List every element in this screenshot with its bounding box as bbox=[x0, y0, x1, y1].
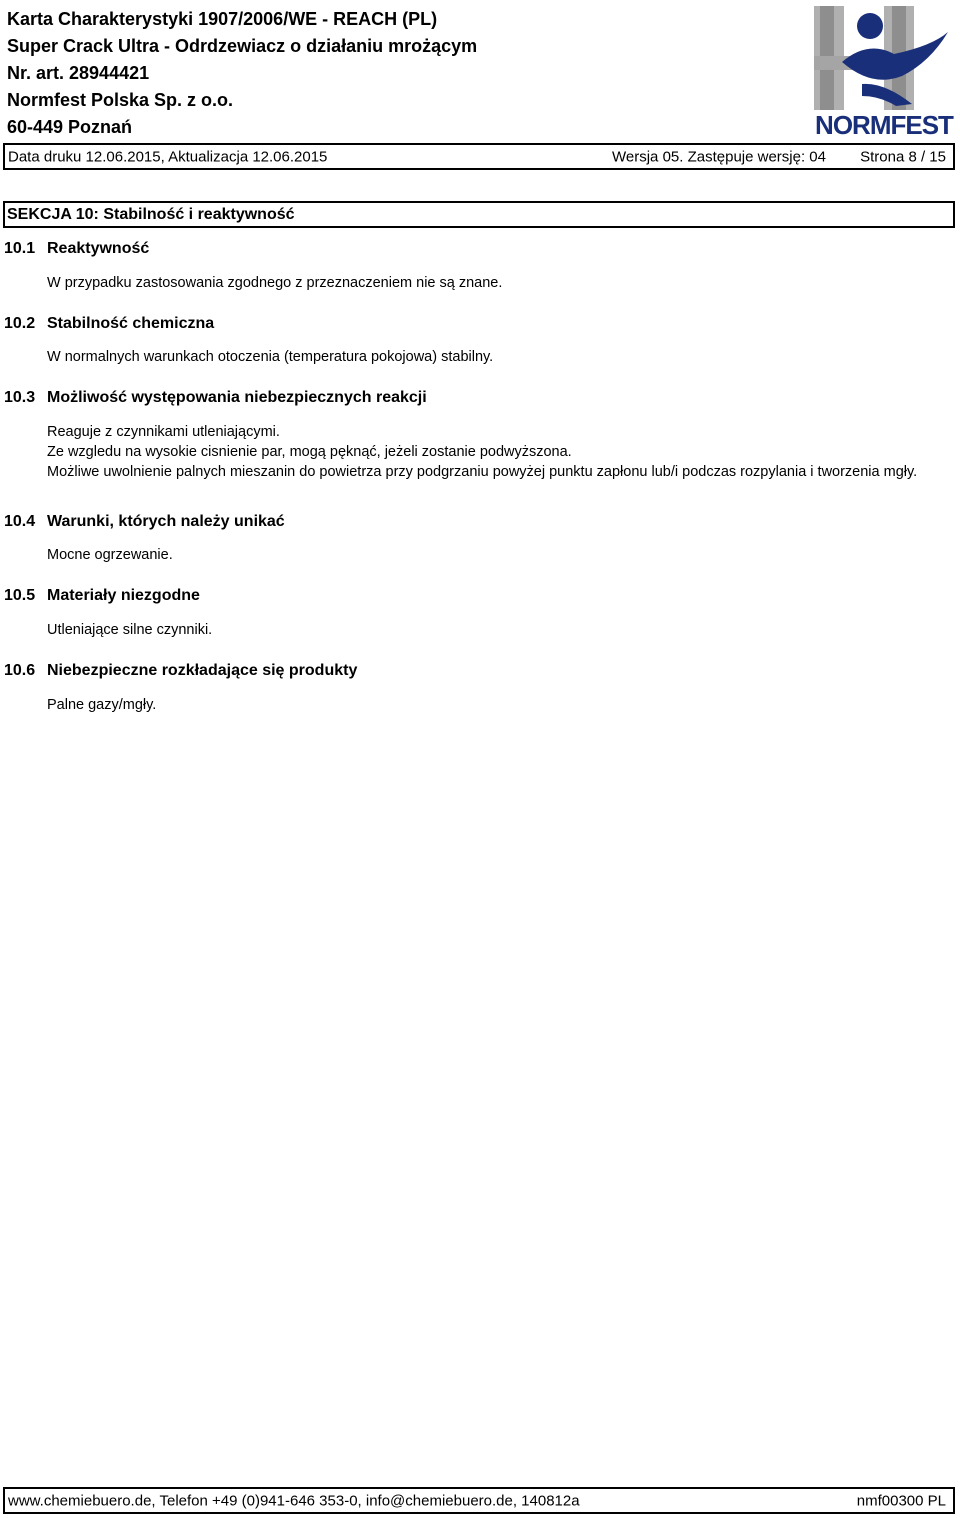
subsection-number: 10.3 bbox=[4, 389, 36, 406]
subsection-number: 10.5 bbox=[4, 587, 36, 604]
version-info: Wersja 05. Zastępuje wersję: 04 bbox=[612, 148, 826, 165]
subsection-number: 10.6 bbox=[4, 662, 36, 679]
subsection-text: W normalnych warunkach otoczenia (temperatura pokojowa) stabilny. bbox=[47, 349, 494, 365]
subsection-text: Możliwe uwolnienie palnych mieszanin do powietrza przy podgrzaniu powyżej punktu zapłonu lub/i podczas rozpylania i tworzenia mgły. bbox=[47, 464, 918, 480]
company-name: Normfest Polska Sp. z o.o. bbox=[7, 90, 234, 110]
subsection-title: Warunki, których należy unikać bbox=[47, 513, 285, 530]
footer-bar bbox=[3, 1487, 955, 1514]
subsection-text: W przypadku zastosowania zgodnego z przeznaczeniem nie są znane. bbox=[47, 275, 503, 291]
subsection-title: Materiały niezgodne bbox=[47, 587, 200, 604]
normfest-logo bbox=[812, 4, 956, 138]
subsection-text: Ze wzgledu na wysokie cisnienie par, mogą pęknąć, jeżeli zostanie podwyższona. bbox=[47, 444, 572, 460]
subsection-text: Palne gazy/mgły. bbox=[47, 697, 157, 713]
subsection-title: Reaktywność bbox=[47, 240, 150, 257]
document-title: Karta Charakterystyki 1907/2006/WE - REACH (PL) bbox=[7, 9, 438, 29]
section-title: SEKCJA 10: Stabilność i reaktywność bbox=[7, 205, 295, 223]
subsection-text: Utleniające silne czynniki. bbox=[47, 622, 213, 638]
logo-text: NORMFEST bbox=[815, 110, 953, 138]
print-info-bar bbox=[3, 143, 955, 170]
footer-contact: www.chemiebuero.de, Telefon +49 (0)941-646 353-0, info@chemiebuero.de, 140812a bbox=[8, 1492, 580, 1509]
company-address: 60-449 Poznań bbox=[7, 117, 133, 137]
article-number: Nr. art. 28944421 bbox=[7, 63, 150, 83]
subsection-title: Możliwość występowania niebezpiecznych reakcji bbox=[47, 389, 427, 406]
subsection-title: Stabilność chemiczna bbox=[47, 315, 215, 332]
page-number: Strona 8 / 15 bbox=[860, 148, 946, 165]
subsection-number: 10.2 bbox=[4, 315, 36, 332]
subsection-title: Niebezpieczne rozkładające się produkty bbox=[47, 662, 358, 679]
subsection-text: Mocne ogrzewanie. bbox=[47, 547, 173, 563]
section-header bbox=[3, 201, 955, 228]
subsection-number: 10.4 bbox=[4, 513, 36, 530]
footer-code: nmf00300 PL bbox=[856, 1492, 946, 1509]
subsection-number: 10.1 bbox=[4, 240, 36, 257]
product-name: Super Crack Ultra - Odrdzewiacz o działaniu mrożącym bbox=[7, 36, 478, 56]
print-date: Data druku 12.06.2015, Aktualizacja 12.06.2015 bbox=[8, 148, 328, 165]
subsection-text: Reaguje z czynnikami utleniającymi. bbox=[47, 424, 280, 440]
